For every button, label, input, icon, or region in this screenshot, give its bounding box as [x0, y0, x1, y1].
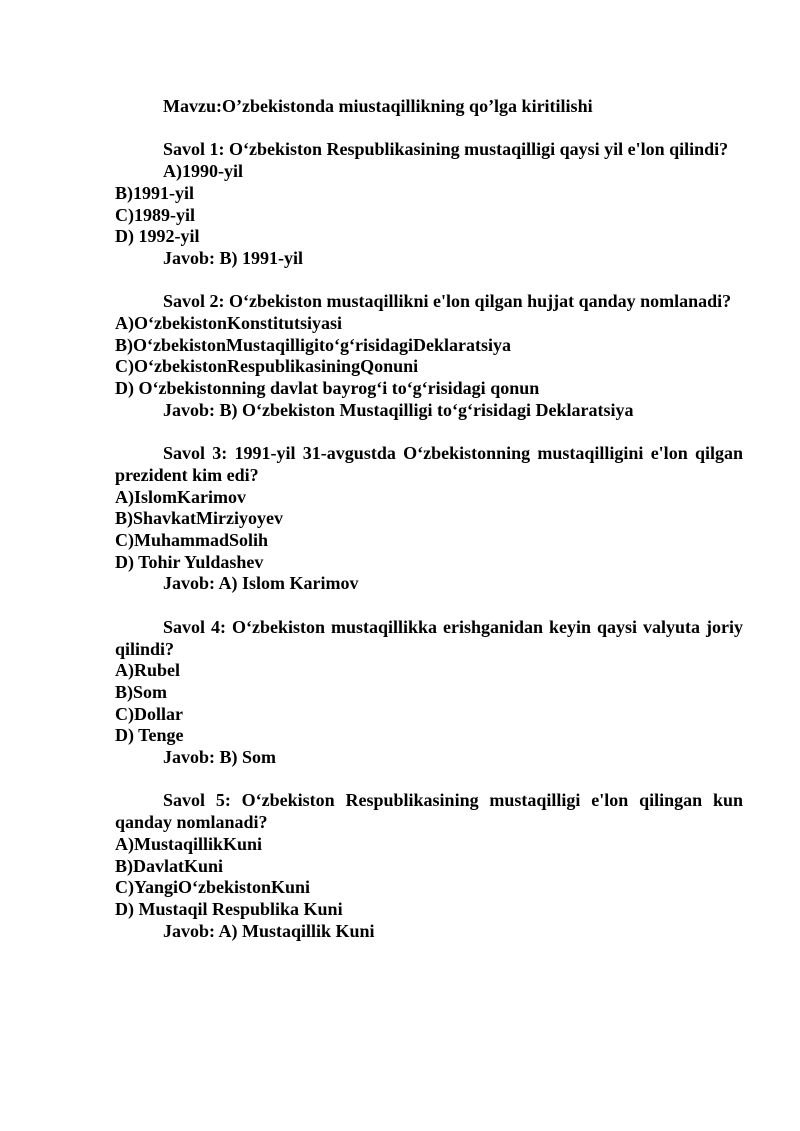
- document-title: Mavzu:O’zbekistonda miustaqillikning qo’lga kiritilishi: [163, 96, 593, 116]
- option-d: D) Tohir Yuldashev: [115, 551, 264, 572]
- option-c: C)1989-yil: [115, 204, 195, 225]
- question-text: Savol 4: O‘zbekiston mustaqillikka erishganidan keyin qaysi valyuta joriy qilindi?: [115, 616, 743, 659]
- answer-text: Javob: B) O‘zbekiston Mustaqilligi to‘g‘risidagi Deklaratsiya: [163, 399, 634, 420]
- question-3: [115, 443, 743, 595]
- option-c: C)O‘zbekistonRespublikasiningQonuni: [115, 356, 419, 377]
- option-a: A)Rubel: [115, 660, 181, 681]
- answer-text: Javob: B) Som: [163, 747, 277, 768]
- option-b: B)DavlatKuni: [115, 855, 224, 876]
- question-text: Savol 5: O‘zbekiston Respublikasining mustaqilligi e'lon qilingan kun qanday nomlanadi?: [115, 790, 743, 833]
- question-text: Savol 3: 1991-yil 31-avgustda O‘zbekistonning mustaqilligini e'lon qilgan prezident kim edi?: [115, 443, 743, 485]
- answer-text: Javob: A) Islom Karimov: [163, 573, 359, 594]
- option-a: A)1990-yil: [163, 161, 243, 182]
- answer-text: Javob: B) 1991-yil: [163, 247, 304, 268]
- option-a: A)O‘zbekistonKonstitutsiyasi: [115, 313, 343, 333]
- option-b: B)1991-yil: [115, 182, 194, 203]
- option-d: D) O‘zbekistonning davlat bayrog‘i to‘g‘risidagi qonun: [115, 378, 540, 399]
- document-page: [115, 96, 743, 964]
- option-a: A)MustaqillikKuni: [115, 833, 263, 854]
- option-d: D) Mustaqil Respublika Kuni: [115, 898, 343, 919]
- option-c: C)YangiO‘zbekistonKuni: [115, 877, 311, 898]
- option-b: B)O‘zbekistonMustaqilligito‘g‘risidagiDeklaratsiya: [115, 334, 511, 355]
- option-d: D) 1992-yil: [115, 226, 200, 247]
- option-c: C)Dollar: [115, 703, 183, 724]
- option-b: B)Som: [115, 681, 168, 702]
- question-4: [115, 617, 743, 769]
- answer-text: Javob: A) Mustaqillik Kuni: [163, 920, 375, 941]
- option-d: D) Tenge: [115, 725, 184, 746]
- option-c: C)MuhammadSolih: [115, 530, 269, 551]
- option-a: A)IslomKarimov: [115, 486, 246, 507]
- option-b: B)ShavkatMirziyoyev: [115, 508, 283, 529]
- question-2: [115, 291, 743, 421]
- question-text: Savol 2: O‘zbekiston mustaqillikni e'lon qilgan hujjat qanday nomlanadi?: [163, 291, 732, 312]
- question-text: Savol 1: O‘zbekiston Respublikasining mustaqilligi qaysi yil e'lon qilindi?: [163, 139, 729, 160]
- question-1: [115, 139, 743, 269]
- question-5: [115, 790, 743, 942]
